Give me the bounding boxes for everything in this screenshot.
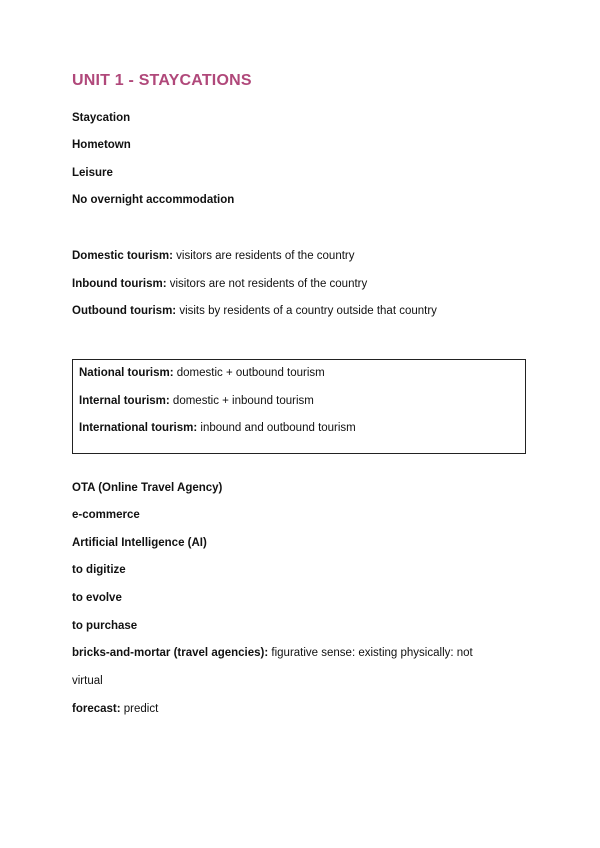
vocab-e-commerce: e-commerce	[72, 509, 140, 521]
definition-text: visitors are not residents of the country	[166, 278, 368, 290]
definition-text: predict	[120, 703, 159, 715]
box-internal-tourism	[79, 393, 314, 409]
box-term: Internal tourism:	[79, 395, 170, 407]
definition-bricks-and-mortar	[72, 645, 473, 661]
box-text: domestic + inbound tourism	[169, 395, 314, 407]
box-national-tourism	[79, 365, 325, 381]
vocab-to-purchase: to purchase	[72, 620, 138, 632]
unit-title: UNIT 1 - STAYCATIONS	[72, 72, 252, 89]
box-term: International tourism:	[79, 422, 198, 434]
definition-term: Domestic tourism:	[72, 250, 173, 262]
tourism-types-box	[72, 359, 526, 454]
vocab-leisure: Leisure	[72, 167, 113, 179]
definition-term: Outbound tourism:	[72, 305, 177, 317]
definition-continuation: virtual	[72, 675, 103, 687]
definition-text: figurative sense: existing physically: not	[268, 647, 473, 659]
definition-outbound-tourism	[72, 303, 437, 319]
definition-text: visitors are residents of the country	[172, 250, 355, 262]
vocab-hometown: Hometown	[72, 139, 131, 151]
definition-domestic-tourism	[72, 248, 355, 264]
box-term: National tourism:	[79, 367, 174, 379]
vocab-ota: OTA (Online Travel Agency)	[72, 482, 223, 494]
vocab-artificial-intelligence: Artificial Intelligence (AI)	[72, 537, 207, 549]
box-international-tourism	[79, 420, 356, 436]
definition-term: Inbound tourism:	[72, 278, 167, 290]
vocab-to-evolve: to evolve	[72, 592, 122, 604]
vocab-to-digitize: to digitize	[72, 564, 126, 576]
definition-forecast	[72, 701, 158, 717]
definition-term: forecast:	[72, 703, 121, 715]
vocab-no-overnight-accommodation: No overnight accommodation	[72, 194, 235, 206]
box-text: domestic + outbound tourism	[173, 367, 325, 379]
box-text: inbound and outbound tourism	[197, 422, 356, 434]
definition-text: visits by residents of a country outside that country	[176, 305, 437, 317]
definition-term: bricks-and-mortar (travel agencies):	[72, 647, 269, 659]
vocab-staycation: Staycation	[72, 112, 131, 124]
definition-inbound-tourism	[72, 276, 367, 292]
